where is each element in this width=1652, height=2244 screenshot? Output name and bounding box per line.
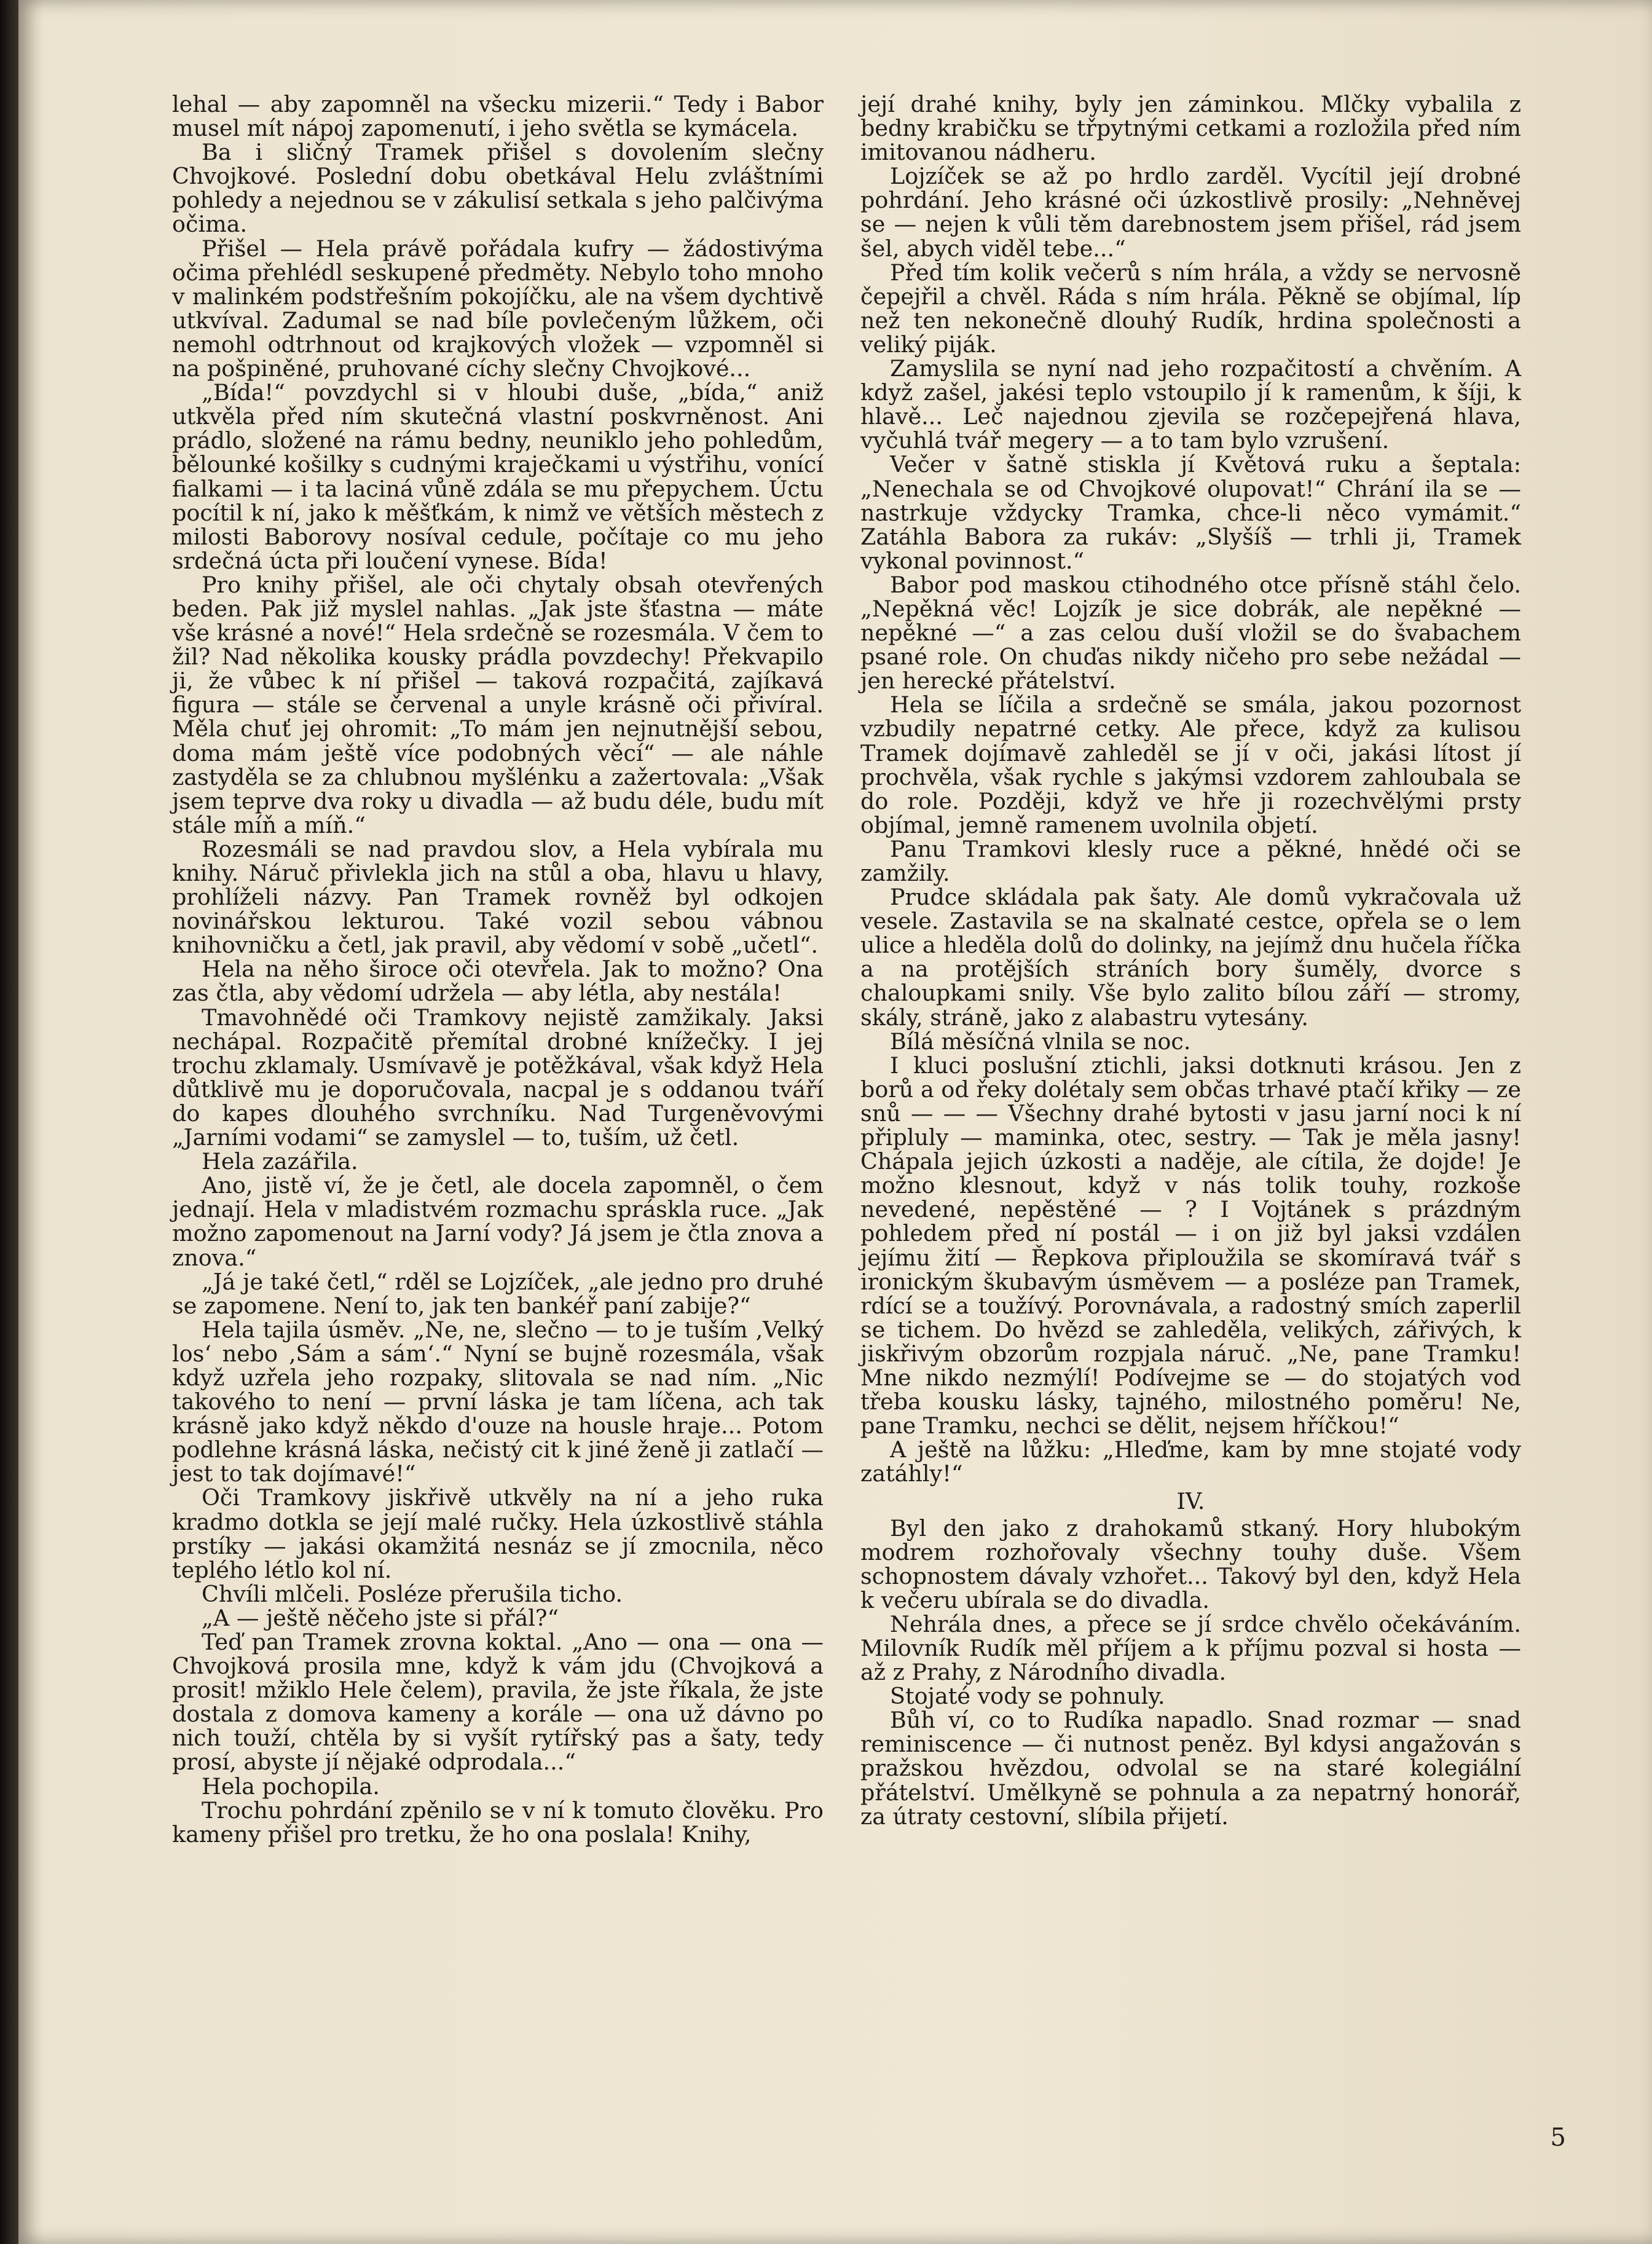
paragraph: Chvíli mlčeli. Posléze přerušila ticho. <box>202 1580 623 1607</box>
paragraph: A ještě na lůžku: „Hleďme, kam by mne stojaté vody zatáhly!“ <box>860 1436 1521 1487</box>
paragraph: „Já je také četl,“ rděl se Lojzíček, „ale jedno pro druhé se zapomene. Není to, jak ten bankéř paní zabije?“ <box>172 1268 824 1319</box>
paragraph: Hela tajila úsměv. „Ne, ne, slečno — to je tuším ‚Velký los‘ nebo ‚Sám a sám‘.“ Nyní se bujně rozesmála, však když uzřela jeho rozpaky, slitovala se nad ním. „Nic takového to není — první láska je tam líčena, ach tak krásně jako když někdo d'ouze na housle hraje... Potom podlehne krásná láska, nečistý cit k jiné ženě ji zatlačí — jest to tak dojímavé!“ <box>172 1316 824 1487</box>
paragraph: Hela zazářila. <box>202 1148 358 1175</box>
paragraph: Rozesmáli se nad pravdou slov, a Hela vybírala mu knihy. Náruč přivlekla jich na stůl a oba, hlavu u hlavy, prohlíželi názvy. Pan Tramek rovněž byl odkojen novinářskou lekturou. Také vozil sebou vábnou knihovničku a četl, jak pravil, aby vědomí v sobě „učetl“. <box>172 835 824 959</box>
paragraph: Prudce skládala pak šaty. Ale domů vykračovala už vesele. Zastavila se na skalnaté cestce, opřela se o lem ulice a hleděla dolů do dolinky, na jejímž dnu hučela říčka a na protějších stráních bory šuměly, dvorce s chaloupkami snily. Vše bylo zalito bílou září — stromy, skály, stráně, jako z alabastru vytesány. <box>860 884 1521 1031</box>
paragraph: Zamyslila se nyní nad jeho rozpačitostí a chvěním. A když zašel, jakési teplo vstoupilo jí k ramenům, k šíji, k hlavě... Leč najednou zjevila se rozčepejřená hlava, vyčuhlá tvář megery — a to tam bylo vzrušení. <box>860 355 1521 454</box>
paragraph: Hela na něho široce oči otevřela. Jak to možno? Ona zas čtla, aby vědomí udržela — aby létla, aby nestála! <box>172 956 824 1007</box>
right-text-column <box>860 92 1521 1829</box>
paragraph: Byl den jako z drahokamů stkaný. Hory hlubokým modrem rozhořovaly všechny touhy duše. Všem schopnostem dávaly vzhořet... Takový byl den, když Hela k večeru ubírala se do divadla. <box>860 1514 1521 1613</box>
paragraph: Panu Tramkovi klesly ruce a pěkné, hnědé oči se zamžily. <box>860 835 1521 886</box>
paragraph: Lojzíček se až po hrdlo zarděl. Vycítil její drobné pohrdání. Jeho krásné oči úzkostlivě prosily: „Nehněvej se — nejen k vůli těm darebnostem jsem přišel, rád jsem šel, abych viděl tebe...“ <box>860 163 1521 262</box>
paragraph: Přišel — Hela právě pořádala kufry — žádostivýma očima přehlédl seskupené předměty. Nebylo toho mnoho v malinkém podstřešním pokojíčku, ale na všem dychtivě utkvíval. Zadumal se nad bíle povlečeným lůžkem, oči nemohl odtrhnout od krajkových vložek — vzpomněl si na pošpiněné, pruhované cíchy slečny Chvojkové... <box>172 235 824 382</box>
paragraph: Ba i sličný Tramek přišel s dovolením slečny Chvojkové. Poslední dobu obetkával Helu zvláštními pohledy a nejednou se v zákulisí setkala s jeho palčivýma očima. <box>172 139 824 238</box>
paragraph: Hela se líčila a srdečně se smála, jakou pozornost vzbudily nepatrné cetky. Ale přece, když za kulisou Tramek dojímavě zahleděl se jí v oči, jakási lítost jí prochvěla, však rychle s jakýmsi vzdorem zahloubala se do role. Později, když ve hře ji rozechvělými prsty objímal, jemně ramenem uvolnila objetí. <box>860 691 1521 838</box>
paragraph: „Bída!“ povzdychl si v hloubi duše, „bída,“ aniž utkvěla před ním skutečná vlastní poskvrněnost. Ani prádlo, složené na rámu bedny, neuniklo jeho pohledům, bělounké košilky s cudnými kraječkami u výstřihu, vonící fialkami — i ta laciná vůně zdála se mu přepychem. Úctu pocítil k ní, jako k měšťkám, k nimž ve větších městech z milosti Baborovy nosíval cedule, počítaje co mu jeho srdečná úcta při loučení vynese. Bída! <box>172 379 824 574</box>
paragraph: Nehrála dnes, a přece se jí srdce chvělo očekáváním. Milovník Rudík měl příjem a k příjmu pozval si hosta — až z Prahy, z Národního divadla. <box>860 1610 1521 1686</box>
paragraph: I kluci poslušní ztichli, jaksi dotknuti krásou. Jen z borů a od řeky dolétaly sem občas trhavé ptačí křiky — ze snů — — — Všechny drahé bytosti v jasu jarní noci k ní připluly — maminka, otec, sestry. — Tak je měla jasny! Chápala jejich úzkosti a naděje, ale cítila, že dojde! Je možno klesnout, když v nás tolik touhy, rozkoše nevedené, nepěstěné — ? I Vojtánek s prázdným pohledem před ní postál — i on již byl jaksi vzdálen jejímu žití — Řepkova připloužila se skomíravá tvář s ironickým škubavým úsměvem — a posléze pan Tramek, rdící se a toužívý. Porovnávala, a radostný smích zaperlil se tichem. Do hvězd se zahleděla, velikých, zářivých, k jiskřivým obzorům rozpjala náruč. „Ne, pane Tramku! Mne nikdo nezmýlí! Podívejme se — do stojatých vod třeba kousku lásky, tajného, milostného poměru! Ne, pane Tramku, nechci se dělit, nejsem hříčkou!“ <box>860 1052 1521 1439</box>
paragraph: Bůh ví, co to Rudíka napadlo. Snad rozmar — snad reminiscence — či nutnost peněz. Byl kdysi angažován s pražskou hvězdou, odvolal se na staré kolegiální přátelství. Umělkyně se pohnula a za nepatrný honorář, za útraty cestovní, slíbila přijetí. <box>860 1707 1521 1830</box>
left-text-column <box>172 92 824 1846</box>
paragraph: Večer v šatně stiskla jí Květová ruku a šeptala: „Nenechala se od Chvojkové olupovat!“ Chrání ila se — nastrkuje vždycky Tramka, chce-li něco vymámit.“ Zatáhla Babora za rukáv: „Slyšíš — trhli ji, Tramek vykonal povinnost.“ <box>860 451 1521 574</box>
paragraph: Bílá měsíčná vlnila se noc. <box>890 1028 1191 1055</box>
paragraph: Tmavohnědé oči Tramkovy nejistě zamžikaly. Jaksi nechápal. Rozpačitě přemítal drobné knížečky. I jej trochu zklamaly. Usmívavě je potěžkával, však když Hela důtklivě mu je doporučovala, nacpal je s oddanou tváří do kapes dlouhého svrchníku. Nad Turgeněvovými „Jarními vodami“ se zamyslel — to, tuším, už četl. <box>172 1004 824 1151</box>
paragraph: lehal — aby zapomněl na všecku mizerii.“ Tedy i Babor musel mít nápoj zapomenutí, i jeho světla se kymácela. <box>172 91 824 142</box>
paragraph: Oči Tramkovy jiskřivě utkvěly na ní a jeho ruka kradmo dotkla se její malé ručky. Hela úzkostlivě stáhla prstíky — jakási okamžitá nesnáz se jí zmocnila, něco teplého létlo kol ní. <box>172 1484 824 1583</box>
book-spine-shadow <box>0 0 18 2244</box>
paragraph: Trochu pohrdání zpěnilo se v ní k tomuto člověku. Pro kameny přišel pro tretku, že ho ona poslala! Knihy, <box>172 1797 824 1848</box>
paragraph: Pro knihy přišel, ale oči chytaly obsah otevřených beden. Pak již myslel nahlas. „Jak jste šťastna — máte vše krásné a nové!“ Hela srdečně se rozesmála. V čem to žil? Nad několika kousky prádla povzdechy! Překvapilo ji, že vůbec k ní přišel — taková rozpačitá, zajíkavá figura — stále se červenal a unyle krásně oči přivíral. Měla chuť jej ohromit: „To mám jen nejnutnější sebou, doma mám ještě více podobných věcí“ — ale náhle zastyděla se za chlubnou myšlénku a zažertovala: „Však jsem teprve dva roky u divadla — až budu déle, budu mít stále míň a míň.“ <box>172 571 824 838</box>
page-number: 5 <box>1550 2124 1566 2152</box>
paragraph: její drahé knihy, byly jen záminkou. Mlčky vybalila z bedny krabičku se třpytnými cetkami a rozložila před ním imitovanou nádheru. <box>860 91 1521 166</box>
paragraph: Stojaté vody se pohnuly. <box>890 1683 1165 1710</box>
paragraph: Hela pochopila. <box>202 1773 380 1800</box>
paragraph: Před tím kolik večerů s ním hrála, a vždy se nervosně čepejřil a chvěl. Ráda s ním hrála. Pěkně se objímal, líp než ten nekonečně dlouhý Rudík, hrdina společnosti a veliký piják. <box>860 259 1521 358</box>
paragraph: „A — ještě něčeho jste si přál?“ <box>202 1604 559 1631</box>
paragraph: Ano, jistě ví, že je četl, ale docela zapomněl, o čem jednají. Hela v mladistvém rozmachu spráskla ruce. „Jak možno zapomenout na Jarní vody? Já jsem je čtla znova a znova.“ <box>172 1172 824 1271</box>
chapter-heading: IV. <box>1176 1488 1205 1515</box>
paragraph: Teď pan Tramek zrovna koktal. „Ano — ona — ona — Chvojková prosila mne, když k vám jdu (Chvojková a prosit! mžiklo Hele čelem), pravila, že jste říkala, že jste dostala z domova kameny a korále — ona už dávno po nich touží, chtěla by si vyšít rytířský pas a šaty, tedy prosí, abyste jí nějaké odprodala...“ <box>172 1629 824 1776</box>
paragraph: Babor pod maskou ctihodného otce přísně stáhl čelo. „Nepěkná věc! Lojzík je sice dobrák, ale nepěkné — nepěkné —“ a zas celou duší vložil se do švabachem psané role. On chuďas nikdy ničeho pro sebe nežádal — jen herecké přátelství. <box>860 571 1521 695</box>
